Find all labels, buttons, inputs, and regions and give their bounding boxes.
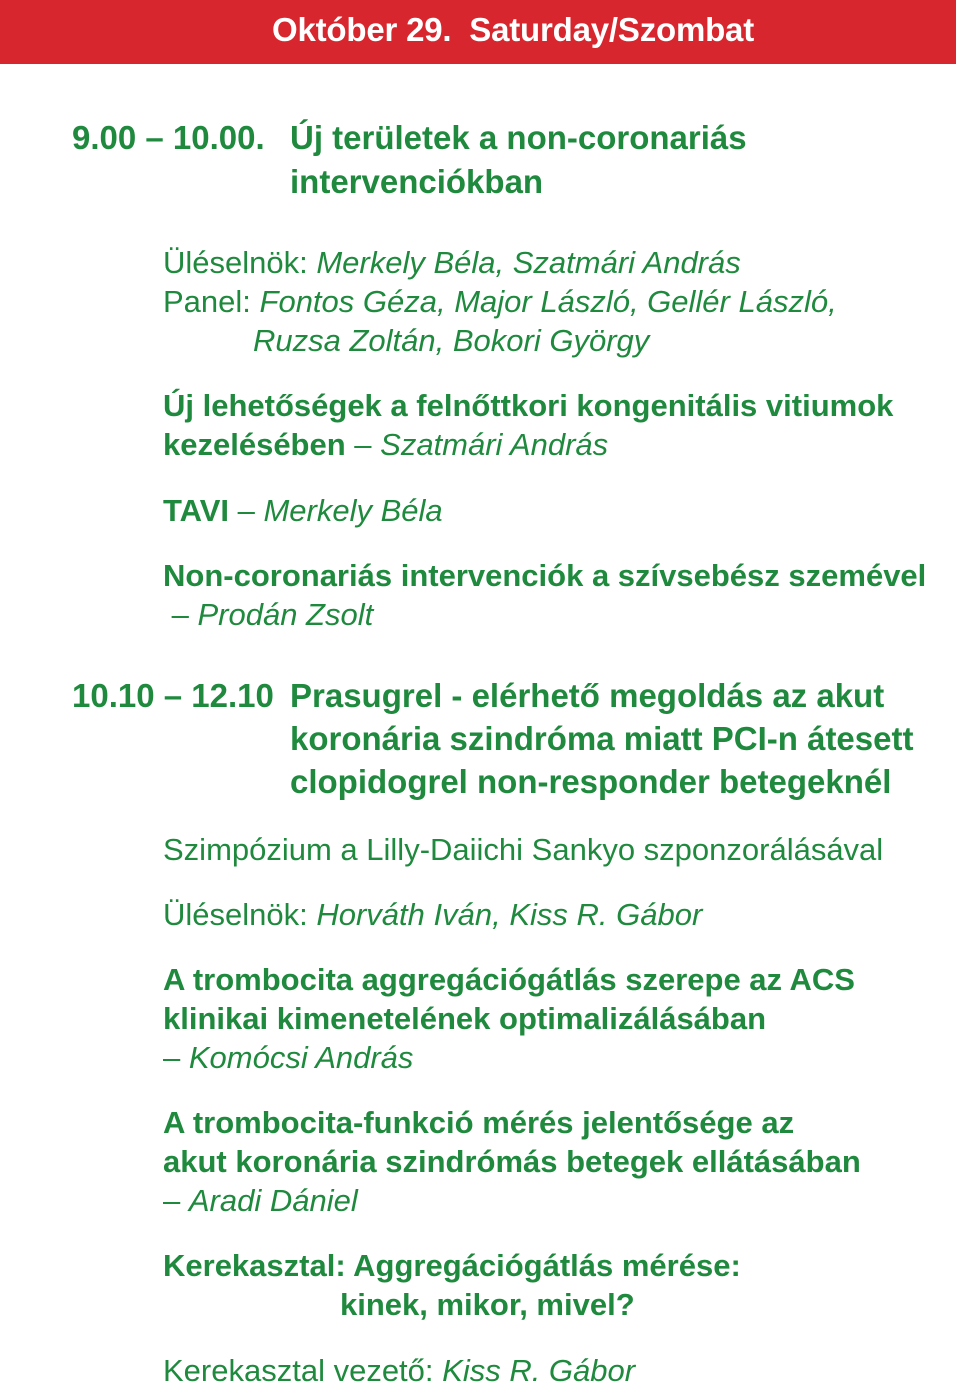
- session2-talk2-dash: –: [163, 1183, 189, 1218]
- session1-talk3-title: Non-coronariás intervenciók a szívsebész szemével: [163, 558, 927, 593]
- session1-talk3-line2: [163, 599, 373, 630]
- session1-talk2-dash: –: [229, 493, 264, 528]
- session1-talk2-speaker: Merkely Béla: [263, 493, 443, 528]
- session1-panel-names-2: Ruzsa Zoltán, Bokori György: [253, 323, 650, 358]
- session2-talk1-title-line2: klinikai kimenetelének optimalizálásában: [163, 1001, 767, 1036]
- session1-talk2-title: TAVI: [163, 493, 230, 528]
- session2-talk1-dash: –: [163, 1040, 189, 1075]
- session1-talk1-speaker: Szatmári András: [380, 427, 609, 462]
- session2-chair-line: [163, 899, 702, 930]
- session1-panel-names-1: Fontos Géza, Major László, Gellér László,: [259, 284, 837, 319]
- roundtable-line1: [163, 1250, 741, 1281]
- session2-title-line1: Prasugrel - elérhető megoldás az akut: [290, 677, 885, 714]
- session2-talk2-title-line2: akut koronária szindrómás betegek ellátásában: [163, 1144, 861, 1179]
- session1-talk1-title-line1: Új lehetőségek a felnőttkori kongenitális vitiumok: [163, 388, 894, 423]
- session2-sponsor-text: Szimpózium a Lilly-Daiichi Sankyo szponzorálásával: [163, 832, 884, 867]
- session2-talk2-speaker-line: [163, 1185, 358, 1216]
- session1-talk3-dash: –: [163, 597, 198, 632]
- session1-chair-line: [163, 247, 741, 278]
- session1-talk2-line: [163, 495, 443, 526]
- roundtable-title-line1: Aggregációgátlás mérése:: [353, 1248, 741, 1283]
- session1-time: 9.00 – 10.00.: [72, 119, 265, 156]
- session1-talk3-speaker: Prodán Zsolt: [197, 597, 374, 632]
- session2-talk1-title-line1: A trombocita aggregációgátlás szerepe az ACS: [163, 962, 855, 997]
- roundtable-title-line2: kinek, mikor, mivel?: [340, 1287, 635, 1322]
- session2-talk1-speaker: Komócsi András: [188, 1040, 414, 1075]
- session1-panel-label: Panel:: [163, 284, 260, 319]
- session1-chair-label: Üléselnök:: [163, 245, 317, 280]
- roundtable-leader-line: [163, 1355, 635, 1386]
- session1-panel-line: [163, 286, 837, 317]
- session2-title-line3: clopidogrel non-responder betegeknél: [290, 763, 892, 800]
- session2-time: 10.10 – 12.10: [72, 677, 274, 714]
- session2-talk2-title-line1: A trombocita-funkció mérés jelentősége az: [163, 1105, 795, 1140]
- session1-talk1-dash: –: [345, 427, 381, 462]
- session2-talk1-speaker-line: [163, 1042, 413, 1073]
- session1-talk1-line2: [163, 429, 608, 460]
- session2-title-line2: koronária szindróma miatt PCI-n átesett: [290, 720, 914, 757]
- date-header-title: Október 29. Saturday/Szombat: [272, 11, 754, 48]
- roundtable-label: Kerekasztal:: [163, 1248, 354, 1283]
- session2-chair-label: Üléselnök:: [163, 897, 317, 932]
- session1-title-line2: intervenciókban: [290, 163, 544, 200]
- roundtable-leader: Kiss R. Gábor: [442, 1353, 636, 1388]
- session1-title-line1: Új területek a non-coronariás: [290, 119, 747, 156]
- session2-chairs: Horváth Iván, Kiss R. Gábor: [316, 897, 703, 932]
- roundtable-leader-label: Kerekasztal vezető:: [163, 1353, 443, 1388]
- session2-talk2-speaker: Aradi Dániel: [188, 1183, 358, 1218]
- session1-chairs: Merkely Béla, Szatmári András: [316, 245, 741, 280]
- session1-talk1-title-line2: kezelésében: [163, 427, 346, 462]
